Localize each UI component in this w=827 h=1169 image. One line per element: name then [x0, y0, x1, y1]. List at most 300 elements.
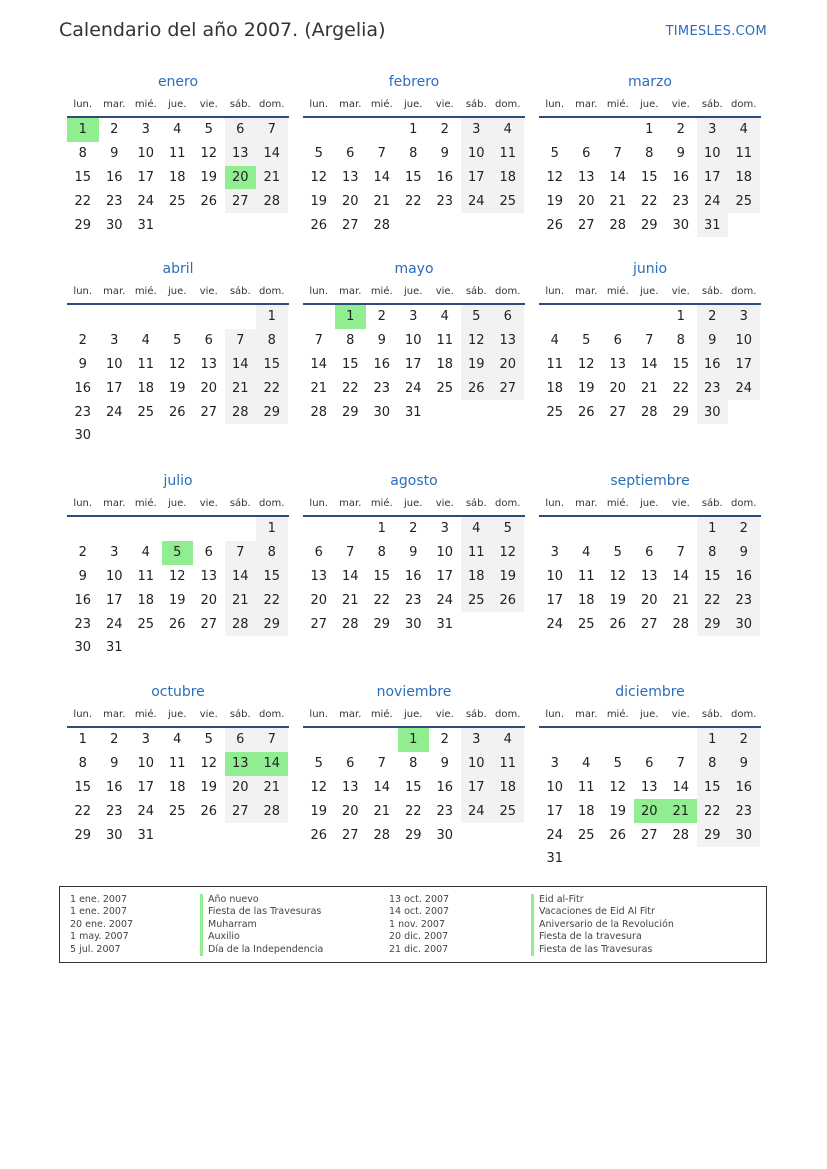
- day-cell: 4: [492, 728, 524, 752]
- day-cell: 11: [492, 752, 524, 776]
- day-cell: 13: [492, 329, 524, 353]
- month-octubre: [67, 682, 289, 847]
- day-cell: 31: [697, 213, 729, 237]
- day-cell: 12: [546, 169, 564, 185]
- weekday-label: lun.: [73, 98, 93, 110]
- month-enero: [67, 72, 289, 237]
- day-cell: 13: [200, 568, 218, 584]
- day-cell: 17: [546, 592, 564, 608]
- day-cell: 3: [728, 305, 760, 329]
- legend-names-left: [200, 894, 323, 956]
- day-cell: 22: [404, 193, 422, 209]
- day-cell: 15: [697, 565, 729, 589]
- legend-holiday-name: Aniversario de la Revolución: [531, 919, 674, 931]
- month-agosto: [303, 471, 525, 636]
- weekday-label: jue.: [404, 285, 423, 297]
- day-cell: 30: [105, 217, 123, 233]
- weekday-label: mar.: [103, 98, 126, 110]
- holiday-day-cell: 1: [67, 118, 99, 142]
- day-cell: 19: [577, 380, 595, 396]
- day-cell: 7: [645, 333, 654, 349]
- day-cell: 22: [256, 376, 288, 400]
- weekday-label: dom.: [731, 98, 757, 110]
- day-grid: [67, 728, 289, 847]
- day-cell: 2: [110, 732, 119, 748]
- day-cell: 3: [110, 333, 119, 349]
- weekday-label: lun.: [545, 98, 565, 110]
- day-cell: 23: [404, 592, 422, 608]
- day-cell: 9: [409, 545, 418, 561]
- day-grid: [539, 728, 761, 871]
- legend-date: 20 dic. 2007: [389, 931, 449, 943]
- day-cell: 19: [609, 803, 627, 819]
- day-cell: 14: [341, 568, 359, 584]
- day-cell: 18: [461, 565, 493, 589]
- weekday-label: vie.: [199, 708, 218, 720]
- day-cell: 15: [74, 779, 92, 795]
- weekday-label: mié.: [134, 285, 157, 297]
- day-cell: 7: [613, 146, 622, 162]
- day-cell: 28: [373, 217, 391, 233]
- day-cell: 9: [78, 568, 87, 584]
- day-cell: 16: [697, 353, 729, 377]
- day-cell: 27: [225, 799, 257, 823]
- weekday-header: [67, 491, 289, 517]
- day-cell: 1: [697, 517, 729, 541]
- day-cell: 7: [676, 545, 685, 561]
- day-cell: 24: [404, 380, 422, 396]
- day-cell: 24: [461, 799, 493, 823]
- weekday-label: jue.: [404, 708, 423, 720]
- day-cell: 27: [225, 189, 257, 213]
- day-cell: 28: [225, 400, 257, 424]
- day-grid: [303, 118, 525, 237]
- day-cell: 29: [672, 404, 690, 420]
- day-cell: 15: [404, 779, 422, 795]
- weekday-label: dom.: [259, 497, 285, 509]
- weekday-label: dom.: [731, 285, 757, 297]
- day-cell: 5: [613, 545, 622, 561]
- legend-holiday-name: Fiesta de las Travesuras: [531, 944, 674, 956]
- day-cell: 5: [314, 756, 323, 772]
- day-cell: 10: [436, 545, 454, 561]
- day-cell: 24: [697, 189, 729, 213]
- weekday-label: jue.: [168, 708, 187, 720]
- month-marzo: [539, 72, 761, 237]
- month-name: noviembre: [376, 684, 452, 700]
- day-cell: 17: [461, 166, 493, 190]
- legend-dates-right: [389, 894, 449, 956]
- weekday-label: dom.: [259, 708, 285, 720]
- day-cell: 7: [256, 728, 288, 752]
- day-cell: 30: [436, 827, 454, 843]
- month-abril: [67, 259, 289, 448]
- day-cell: 8: [256, 329, 288, 353]
- weekday-header: [303, 279, 525, 305]
- day-grid: [303, 517, 525, 636]
- day-cell: 25: [137, 404, 155, 420]
- day-cell: 19: [200, 169, 218, 185]
- page-title: Calendario del año 2007. (Argelia): [59, 19, 386, 41]
- weekday-label: mié.: [134, 708, 157, 720]
- day-cell: 18: [168, 169, 186, 185]
- day-cell: 27: [200, 616, 218, 632]
- day-cell: 26: [461, 376, 493, 400]
- weekday-header: [303, 702, 525, 728]
- day-cell: 2: [377, 309, 386, 325]
- month-noviembre: [303, 682, 525, 847]
- brand-logo[interactable]: TIMESLES.COM: [665, 24, 767, 39]
- weekday-label: lun.: [73, 285, 93, 297]
- day-cell: 5: [173, 333, 182, 349]
- day-cell: 12: [492, 541, 524, 565]
- day-cell: 24: [436, 592, 454, 608]
- day-cell: 4: [173, 732, 182, 748]
- weekday-label: vie.: [671, 285, 690, 297]
- weekday-label: mié.: [606, 285, 629, 297]
- day-cell: 12: [310, 169, 328, 185]
- day-cell: 28: [672, 616, 690, 632]
- day-cell: 17: [697, 166, 729, 190]
- day-cell: 1: [78, 732, 87, 748]
- weekday-label: jue.: [640, 98, 659, 110]
- weekday-header: [539, 92, 761, 118]
- month-name: octubre: [151, 684, 205, 700]
- weekday-label: vie.: [199, 98, 218, 110]
- day-cell: 25: [461, 588, 493, 612]
- day-cell: 12: [200, 756, 218, 772]
- weekday-label: vie.: [199, 497, 218, 509]
- day-cell: 27: [200, 404, 218, 420]
- day-cell: 23: [436, 803, 454, 819]
- day-cell: 9: [110, 756, 119, 772]
- day-cell: 6: [204, 333, 213, 349]
- holiday-day-cell: 5: [162, 541, 194, 565]
- day-cell: 21: [256, 166, 288, 190]
- day-cell: 27: [640, 827, 658, 843]
- day-cell: 29: [373, 616, 391, 632]
- weekday-label: mié.: [370, 497, 393, 509]
- weekday-label: dom.: [495, 98, 521, 110]
- day-cell: 3: [550, 756, 559, 772]
- day-cell: 18: [436, 356, 454, 372]
- month-name: junio: [632, 261, 668, 277]
- weekday-label: mié.: [370, 98, 393, 110]
- day-cell: 11: [577, 779, 595, 795]
- day-cell: 12: [168, 568, 186, 584]
- legend-dates-left: [70, 894, 133, 956]
- day-cell: 11: [461, 541, 493, 565]
- day-cell: 29: [74, 827, 92, 843]
- weekday-header: [539, 702, 761, 728]
- day-cell: 21: [609, 193, 627, 209]
- day-cell: 14: [609, 169, 627, 185]
- day-cell: 19: [310, 803, 328, 819]
- day-cell: 19: [609, 592, 627, 608]
- day-cell: 21: [341, 592, 359, 608]
- weekday-label: vie.: [199, 285, 218, 297]
- month-name: abril: [162, 261, 194, 277]
- day-cell: 18: [168, 779, 186, 795]
- day-cell: 1: [676, 309, 685, 325]
- day-cell: 8: [346, 333, 355, 349]
- day-cell: 17: [546, 803, 564, 819]
- day-cell: 25: [728, 189, 760, 213]
- day-cell: 13: [640, 779, 658, 795]
- legend-holiday-name: Vacaciones de Eid Al Fitr: [531, 906, 674, 918]
- day-cell: 7: [314, 333, 323, 349]
- day-cell: 24: [461, 189, 493, 213]
- day-cell: 23: [74, 404, 92, 420]
- day-cell: 8: [676, 333, 685, 349]
- day-cell: 9: [440, 756, 449, 772]
- weekday-label: sáb.: [465, 98, 487, 110]
- weekday-label: lun.: [309, 708, 329, 720]
- day-cell: 30: [74, 428, 92, 444]
- weekday-label: mié.: [606, 497, 629, 509]
- weekday-label: jue.: [168, 285, 187, 297]
- day-cell: 29: [341, 404, 359, 420]
- day-cell: 14: [225, 565, 257, 589]
- day-cell: 2: [728, 517, 760, 541]
- day-cell: 17: [105, 592, 123, 608]
- day-cell: 14: [373, 779, 391, 795]
- day-cell: 24: [137, 803, 155, 819]
- day-cell: 22: [672, 380, 690, 396]
- day-cell: 18: [137, 592, 155, 608]
- weekday-label: lun.: [545, 708, 565, 720]
- day-cell: 16: [436, 169, 454, 185]
- day-cell: 10: [546, 779, 564, 795]
- day-cell: 7: [225, 541, 257, 565]
- day-cell: 2: [78, 333, 87, 349]
- weekday-label: vie.: [435, 98, 454, 110]
- day-cell: 27: [577, 217, 595, 233]
- day-cell: 8: [78, 146, 87, 162]
- day-cell: 26: [609, 616, 627, 632]
- weekday-label: sáb.: [701, 497, 723, 509]
- day-cell: 24: [546, 616, 564, 632]
- day-cell: 17: [137, 779, 155, 795]
- day-cell: 11: [137, 568, 155, 584]
- day-cell: 31: [105, 640, 123, 656]
- day-cell: 29: [74, 217, 92, 233]
- weekday-label: mar.: [575, 497, 598, 509]
- month-febrero: [303, 72, 525, 237]
- holiday-day-cell: 20: [634, 799, 666, 823]
- day-cell: 4: [173, 122, 182, 138]
- weekday-label: vie.: [435, 497, 454, 509]
- weekday-label: jue.: [404, 98, 423, 110]
- weekday-label: sáb.: [701, 98, 723, 110]
- day-cell: 21: [256, 776, 288, 800]
- weekday-header: [67, 279, 289, 305]
- holiday-day-cell: 13: [225, 752, 257, 776]
- day-cell: 6: [346, 756, 355, 772]
- day-cell: 16: [74, 380, 92, 396]
- day-cell: 17: [728, 353, 760, 377]
- day-cell: 22: [74, 803, 92, 819]
- day-cell: 29: [256, 612, 288, 636]
- weekday-label: dom.: [259, 98, 285, 110]
- day-cell: 30: [672, 217, 690, 233]
- day-grid: [539, 118, 761, 237]
- day-cell: 29: [697, 612, 729, 636]
- day-cell: 13: [310, 568, 328, 584]
- day-cell: 4: [492, 118, 524, 142]
- day-cell: 15: [697, 776, 729, 800]
- day-cell: 25: [168, 193, 186, 209]
- month-name: septiembre: [610, 473, 690, 489]
- day-cell: 1: [409, 122, 418, 138]
- day-cell: 17: [436, 568, 454, 584]
- month-name: mayo: [394, 261, 434, 277]
- day-cell: 21: [672, 592, 690, 608]
- day-cell: 11: [577, 568, 595, 584]
- weekday-label: lun.: [73, 497, 93, 509]
- day-cell: 10: [105, 568, 123, 584]
- day-cell: 27: [341, 217, 359, 233]
- day-cell: 21: [373, 803, 391, 819]
- day-cell: 2: [440, 122, 449, 138]
- day-cell: 18: [492, 776, 524, 800]
- day-cell: 12: [200, 146, 218, 162]
- day-cell: 19: [168, 592, 186, 608]
- day-cell: 4: [141, 545, 150, 561]
- day-cell: 9: [78, 356, 87, 372]
- day-cell: 25: [436, 380, 454, 396]
- legend-date: 1 nov. 2007: [389, 918, 445, 930]
- holiday-day-cell: 1: [398, 728, 430, 752]
- day-cell: 18: [728, 166, 760, 190]
- day-cell: 2: [728, 728, 760, 752]
- weekday-label: mar.: [339, 497, 362, 509]
- legend-date: 20 ene. 2007: [70, 918, 134, 930]
- day-cell: 12: [609, 779, 627, 795]
- weekday-label: vie.: [671, 708, 690, 720]
- day-cell: 3: [110, 545, 119, 561]
- day-cell: 5: [314, 146, 323, 162]
- day-cell: 25: [137, 616, 155, 632]
- day-cell: 21: [373, 193, 391, 209]
- day-cell: 7: [346, 545, 355, 561]
- holiday-day-cell: 1: [335, 305, 367, 329]
- legend-date: 1 may. 2007: [70, 931, 129, 943]
- day-cell: 8: [645, 146, 654, 162]
- day-cell: 10: [137, 756, 155, 772]
- day-cell: 31: [137, 827, 155, 843]
- day-cell: 16: [404, 568, 422, 584]
- day-cell: 20: [200, 380, 218, 396]
- day-cell: 10: [728, 329, 760, 353]
- day-cell: 18: [492, 166, 524, 190]
- day-cell: 14: [373, 169, 391, 185]
- day-cell: 22: [640, 193, 658, 209]
- day-cell: 27: [310, 616, 328, 632]
- day-cell: 4: [141, 333, 150, 349]
- day-grid: [303, 305, 525, 424]
- day-cell: 9: [377, 333, 386, 349]
- day-cell: 29: [256, 400, 288, 424]
- legend-names-right: [531, 894, 674, 956]
- day-cell: 27: [640, 616, 658, 632]
- day-cell: 20: [225, 776, 257, 800]
- weekday-label: mar.: [339, 285, 362, 297]
- day-cell: 23: [697, 376, 729, 400]
- weekday-label: mié.: [606, 98, 629, 110]
- day-cell: 19: [168, 380, 186, 396]
- day-cell: 16: [105, 169, 123, 185]
- day-cell: 25: [168, 803, 186, 819]
- weekday-label: jue.: [404, 497, 423, 509]
- day-cell: 16: [728, 776, 760, 800]
- day-cell: 7: [256, 118, 288, 142]
- day-cell: 20: [640, 592, 658, 608]
- day-cell: 5: [613, 756, 622, 772]
- day-cell: 8: [78, 756, 87, 772]
- day-cell: 14: [640, 356, 658, 372]
- weekday-header: [303, 92, 525, 118]
- day-cell: 22: [256, 588, 288, 612]
- day-cell: 22: [404, 803, 422, 819]
- month-name: enero: [157, 74, 199, 90]
- day-cell: 13: [640, 568, 658, 584]
- day-cell: 26: [609, 827, 627, 843]
- day-cell: 9: [728, 541, 760, 565]
- legend-holiday-name: Auxilio: [200, 931, 323, 943]
- day-cell: 11: [436, 333, 454, 349]
- day-cell: 5: [204, 122, 213, 138]
- day-cell: 4: [728, 118, 760, 142]
- day-cell: 10: [461, 142, 493, 166]
- day-cell: 17: [105, 380, 123, 396]
- weekday-label: mié.: [606, 708, 629, 720]
- day-cell: 6: [225, 118, 257, 142]
- holiday-day-cell: 21: [665, 799, 697, 823]
- day-cell: 28: [609, 217, 627, 233]
- day-cell: 24: [728, 376, 760, 400]
- day-cell: 16: [672, 169, 690, 185]
- day-cell: 13: [341, 169, 359, 185]
- day-cell: 25: [577, 827, 595, 843]
- day-cell: 27: [341, 827, 359, 843]
- day-cell: 18: [137, 380, 155, 396]
- day-cell: 2: [697, 305, 729, 329]
- day-cell: 16: [728, 565, 760, 589]
- day-cell: 7: [676, 756, 685, 772]
- day-cell: 5: [204, 732, 213, 748]
- day-cell: 27: [492, 376, 524, 400]
- day-cell: 31: [436, 616, 454, 632]
- day-cell: 21: [225, 376, 257, 400]
- weekday-label: dom.: [495, 708, 521, 720]
- day-cell: 15: [341, 356, 359, 372]
- day-grid: [539, 305, 761, 424]
- day-cell: 10: [546, 568, 564, 584]
- day-cell: 20: [200, 592, 218, 608]
- weekday-label: mar.: [339, 708, 362, 720]
- day-cell: 28: [256, 189, 288, 213]
- day-cell: 12: [168, 356, 186, 372]
- day-cell: 23: [728, 799, 760, 823]
- day-cell: 28: [341, 616, 359, 632]
- month-name: agosto: [390, 473, 438, 489]
- weekday-label: vie.: [671, 98, 690, 110]
- day-cell: 25: [546, 404, 564, 420]
- day-cell: 30: [697, 400, 729, 424]
- day-cell: 2: [110, 122, 119, 138]
- day-cell: 9: [728, 752, 760, 776]
